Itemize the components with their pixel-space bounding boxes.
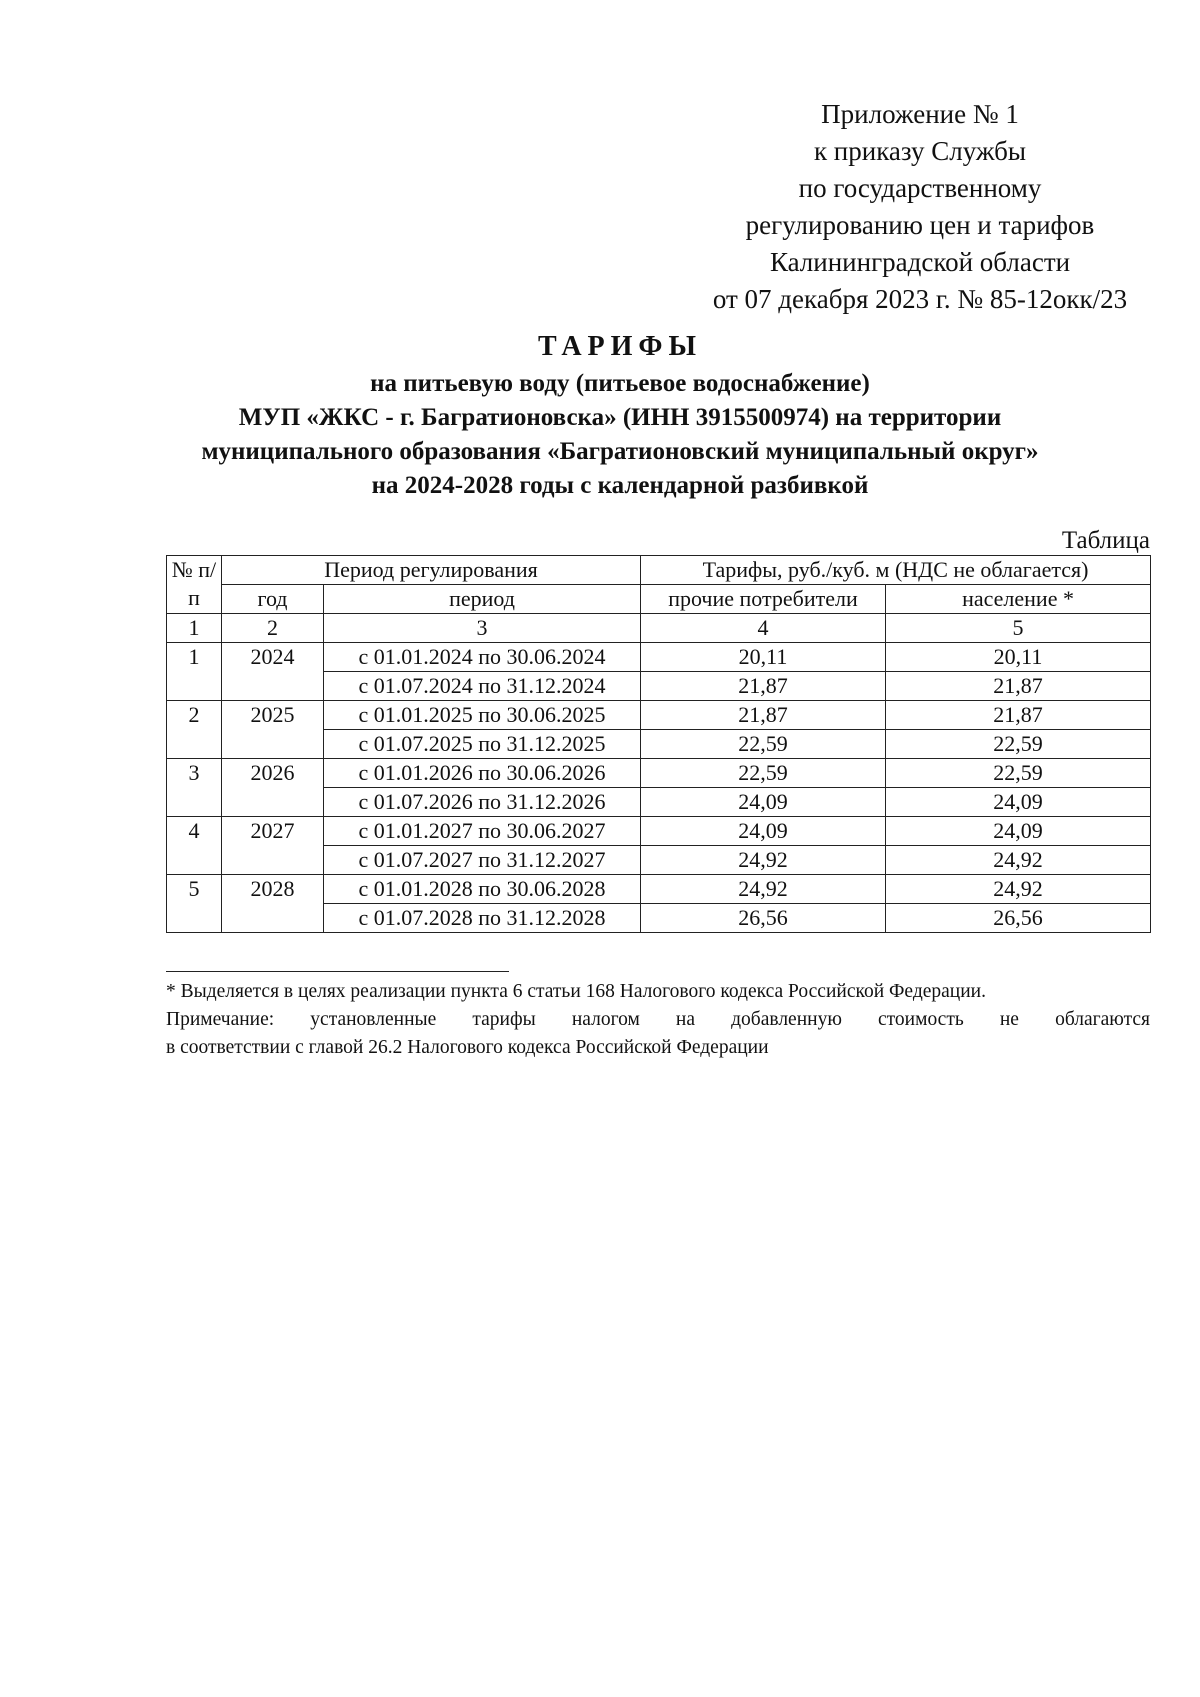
row-tariff-other: 22,59 [641, 759, 886, 788]
appendix-line: Калининградской области [769, 247, 1071, 277]
row-year: 2026 [222, 759, 324, 817]
appendix-line: Приложение № 1 [821, 99, 1019, 129]
row-tariff-population: 24,92 [886, 875, 1151, 904]
row-tariff-other: 22,59 [641, 730, 886, 759]
row-tariff-population: 22,59 [886, 730, 1151, 759]
row-tariff-other: 24,09 [641, 788, 886, 817]
appendix-line: регулированию цен и тарифов [745, 210, 1095, 240]
row-num: 4 [167, 817, 222, 875]
row-tariff-other: 20,11 [641, 643, 886, 672]
notes-block [166, 978, 1150, 1062]
row-period: с 01.07.2027 по 31.12.2027 [324, 846, 641, 875]
header-tariff-group: Тарифы, руб./куб. м (НДС не облагается) [641, 556, 1151, 585]
row-year: 2027 [222, 817, 324, 875]
row-year: 2028 [222, 875, 324, 933]
row-tariff-population: 20,11 [886, 643, 1151, 672]
row-period: с 01.01.2026 по 30.06.2026 [324, 759, 641, 788]
appendix-line: от 07 декабря 2023 г. № 85-12окк/23 [712, 284, 1128, 314]
row-year: 2024 [222, 643, 324, 701]
column-number-row [167, 614, 1151, 643]
column-number: 2 [222, 614, 324, 643]
row-tariff-other: 21,87 [641, 672, 886, 701]
header-year: год [222, 585, 324, 614]
header-population: население * [886, 585, 1151, 614]
row-period: с 01.01.2025 по 30.06.2025 [324, 701, 641, 730]
row-period: с 01.01.2027 по 30.06.2027 [324, 817, 641, 846]
appendix-line: по государственному [798, 173, 1042, 203]
row-tariff-population: 26,56 [886, 904, 1151, 933]
row-period: с 01.07.2025 по 31.12.2025 [324, 730, 641, 759]
table-row [167, 643, 1151, 672]
row-num: 5 [167, 875, 222, 933]
table-caption: Таблица [1061, 527, 1150, 554]
row-num: 1 [167, 643, 222, 701]
document-title [140, 327, 1100, 503]
row-year: 2025 [222, 701, 324, 759]
appendix-block [690, 96, 1150, 318]
column-number: 5 [886, 614, 1151, 643]
header-other-consumers: прочие потребители [641, 585, 886, 614]
row-tariff-other: 24,92 [641, 846, 886, 875]
column-number: 3 [324, 614, 641, 643]
appendix-line: к приказу Службы [813, 136, 1027, 166]
row-period: с 01.07.2026 по 31.12.2026 [324, 788, 641, 817]
row-period: с 01.07.2028 по 31.12.2028 [324, 904, 641, 933]
title-main: ТАРИФЫ [538, 331, 702, 362]
remark-line: Примечание: установленные тарифы налогом на добавленную стоимость не облагаются [166, 1009, 1150, 1030]
row-period: с 01.07.2024 по 31.12.2024 [324, 672, 641, 701]
row-period: с 01.01.2024 по 30.06.2024 [324, 643, 641, 672]
row-tariff-other: 21,87 [641, 701, 886, 730]
row-tariff-other: 26,56 [641, 904, 886, 933]
row-tariff-population: 24,09 [886, 788, 1151, 817]
title-line: МУП «ЖКС - г. Багратионовска» (ИНН 3915500974) на территории [238, 404, 1002, 431]
header-period-group: Период регулирования [222, 556, 641, 585]
row-tariff-population: 22,59 [886, 759, 1151, 788]
table-row [167, 875, 1151, 904]
title-line: на 2024-2028 годы с календарной разбивкой [371, 472, 869, 499]
tariff-table [166, 555, 1151, 933]
column-number: 4 [641, 614, 886, 643]
title-line: на питьевую воду (питьевое водоснабжение) [370, 370, 870, 397]
row-tariff-other: 24,92 [641, 875, 886, 904]
remark-line: в соответствии с главой 26.2 Налогового кодекса Российской Федерации [166, 1037, 769, 1058]
footnote-divider [166, 971, 509, 972]
header-num: № п/п [167, 556, 222, 614]
table-row [167, 817, 1151, 846]
table-row [167, 759, 1151, 788]
row-tariff-population: 21,87 [886, 701, 1151, 730]
row-tariff-population: 21,87 [886, 672, 1151, 701]
header-period: период [324, 585, 641, 614]
row-num: 3 [167, 759, 222, 817]
row-tariff-other: 24,09 [641, 817, 886, 846]
row-period: с 01.01.2028 по 30.06.2028 [324, 875, 641, 904]
title-line: муниципального образования «Багратионовский муниципальный округ» [201, 438, 1039, 465]
column-number: 1 [167, 614, 222, 643]
table-row [167, 701, 1151, 730]
row-tariff-population: 24,92 [886, 846, 1151, 875]
row-num: 2 [167, 701, 222, 759]
row-tariff-population: 24,09 [886, 817, 1151, 846]
footnote-text: * Выделяется в целях реализации пункта 6 статьи 168 Налогового кодекса Российской Федерации. [166, 981, 986, 1002]
